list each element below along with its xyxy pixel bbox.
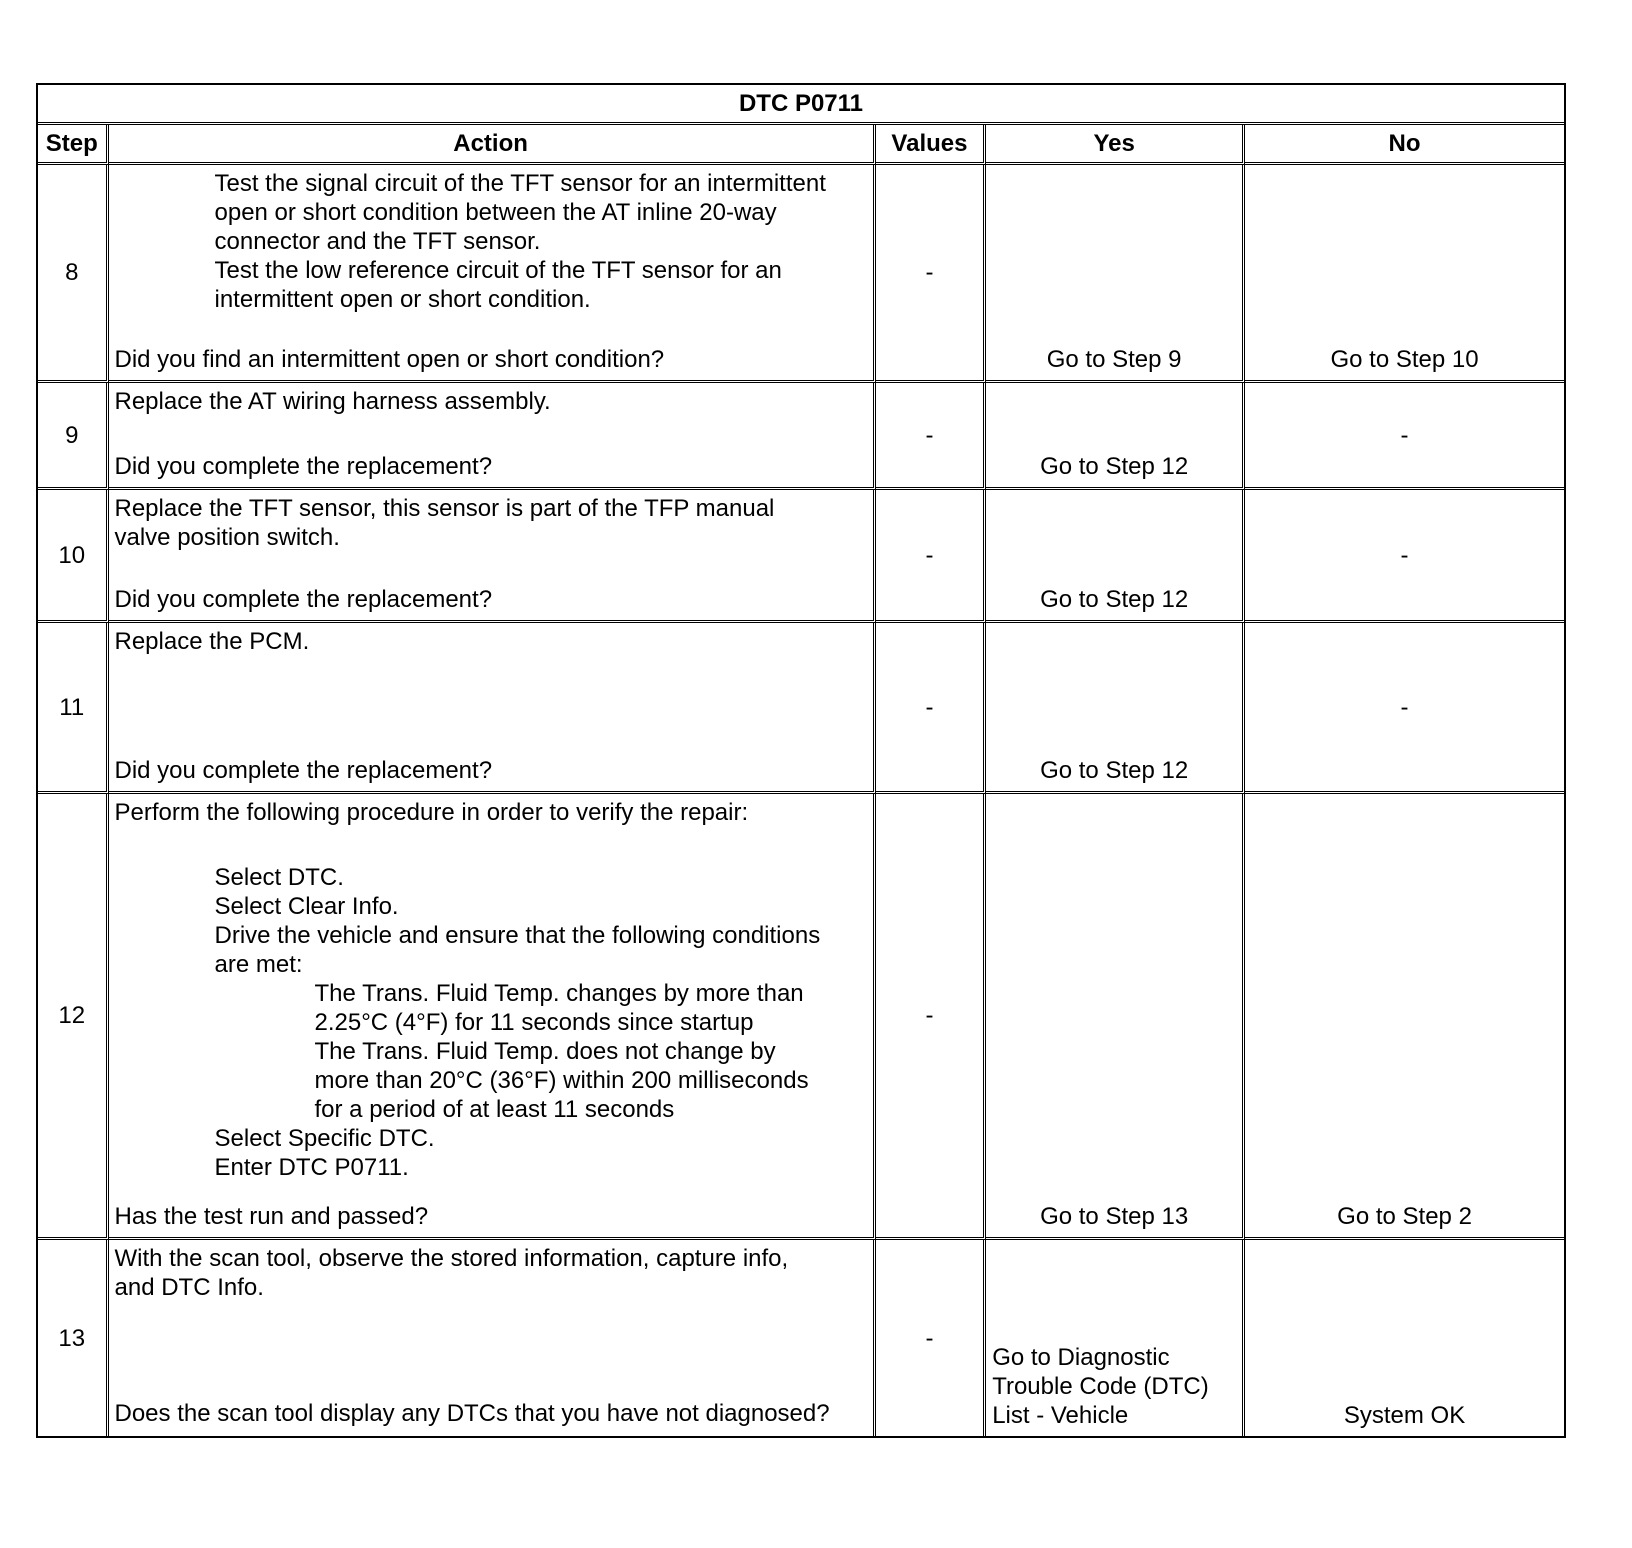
values-cell: - (876, 1240, 987, 1436)
values-cell: - (876, 383, 987, 490)
action-line: for a period of at least 11 seconds (314, 1096, 675, 1123)
action-line: 2.25°C (4°F) for 11 seconds since startup (314, 1009, 754, 1036)
table-row (38, 1240, 1564, 1436)
dtc-table (36, 83, 1566, 1438)
header-row (38, 125, 1564, 165)
action-line: valve position switch. (114, 524, 340, 551)
action-line: Select Specific DTC. (214, 1125, 435, 1152)
step-number: 13 (38, 1240, 109, 1436)
action-cell (109, 1240, 876, 1436)
action-cell (109, 383, 876, 490)
action-line: Select Clear Info. (214, 893, 399, 920)
values-cell: - (876, 490, 987, 623)
action-line: Replace the TFT sensor, this sensor is part of the TFP manual (114, 495, 775, 522)
action-line: and DTC Info. (114, 1274, 264, 1301)
action-line: The Trans. Fluid Temp. changes by more than (314, 980, 804, 1007)
action-question: Does the scan tool display any DTCs that you have not diagnosed? (114, 1400, 830, 1427)
table-row (38, 623, 1564, 794)
no-cell: - (1245, 623, 1564, 794)
table-row (38, 490, 1564, 623)
yes-cell: Go to Step 12 (986, 490, 1245, 623)
action-question: Did you find an intermittent open or short condition? (114, 346, 665, 373)
header-action: Action (109, 125, 876, 165)
action-line: Test the signal circuit of the TFT sensor for an intermittent (214, 170, 826, 197)
table-title: DTC P0711 (38, 85, 1564, 125)
action-question: Did you complete the replacement? (114, 757, 493, 784)
values-cell: - (876, 623, 987, 794)
yes-cell: Go to Step 12 (986, 623, 1245, 794)
step-number: 11 (38, 623, 109, 794)
action-line: are met: (214, 951, 303, 978)
yes-cell: Go to Step 9 (986, 165, 1245, 383)
values-cell: - (876, 794, 987, 1240)
action-line: Select DTC. (214, 864, 344, 891)
action-line: more than 20°C (36°F) within 200 milliseconds (314, 1067, 809, 1094)
step-number: 12 (38, 794, 109, 1240)
header-yes: Yes (986, 125, 1245, 165)
table-row (38, 165, 1564, 383)
action-question: Did you complete the replacement? (114, 453, 493, 480)
no-cell: Go to Step 10 (1245, 165, 1564, 383)
header-no: No (1245, 125, 1564, 165)
no-cell: Go to Step 2 (1245, 794, 1564, 1240)
table-row (38, 794, 1564, 1240)
action-line: The Trans. Fluid Temp. does not change by (314, 1038, 776, 1065)
action-line: Replace the AT wiring harness assembly. (114, 388, 551, 415)
table-row (38, 383, 1564, 490)
action-line: Replace the PCM. (114, 628, 310, 655)
action-cell (109, 490, 876, 623)
action-intro: Perform the following procedure in order to verify the repair: (114, 799, 749, 826)
yes-line: Trouble Code (DTC) (992, 1373, 1209, 1400)
yes-cell: Go to Step 13 (986, 794, 1245, 1240)
action-line: open or short condition between the AT inline 20-way (214, 199, 777, 226)
yes-cell (986, 1240, 1245, 1436)
action-cell (109, 794, 876, 1240)
header-values: Values (876, 125, 987, 165)
action-line: Drive the vehicle and ensure that the following conditions (214, 922, 821, 949)
action-line: Enter DTC P0711. (214, 1154, 409, 1181)
step-number: 9 (38, 383, 109, 490)
values-cell: - (876, 165, 987, 383)
yes-line: Go to Diagnostic (992, 1344, 1170, 1371)
yes-line: List - Vehicle (992, 1402, 1129, 1429)
step-number: 8 (38, 165, 109, 383)
header-step: Step (38, 125, 109, 165)
no-cell: - (1245, 383, 1564, 490)
action-line: connector and the TFT sensor. (214, 228, 541, 255)
action-line: intermittent open or short condition. (214, 286, 591, 313)
action-question: Did you complete the replacement? (114, 586, 493, 613)
action-line: Test the low reference circuit of the TFT sensor for an (214, 257, 782, 284)
action-cell (109, 165, 876, 383)
action-cell (109, 623, 876, 794)
no-cell: System OK (1343, 1402, 1466, 1429)
no-cell: - (1245, 490, 1564, 623)
action-line: With the scan tool, observe the stored information, capture info, (114, 1245, 789, 1272)
step-number: 10 (38, 490, 109, 623)
yes-cell: Go to Step 12 (986, 383, 1245, 490)
action-question: Has the test run and passed? (114, 1203, 429, 1230)
